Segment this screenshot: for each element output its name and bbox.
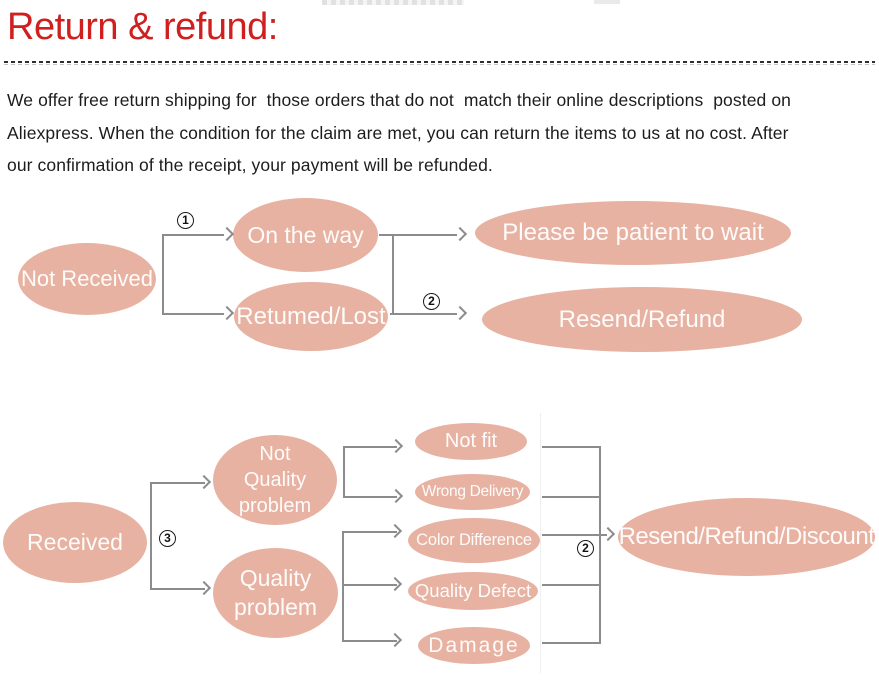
step-1-badge: 1	[177, 212, 194, 229]
node-label-line: problem	[233, 594, 318, 620]
connector-line	[162, 234, 224, 236]
image-seam-artifact	[540, 413, 541, 673]
connector-line	[599, 446, 601, 644]
connector-line	[542, 642, 599, 644]
node-quality-defect: Quality Defect	[408, 572, 538, 610]
node-please-be-patient: Please be patient to wait	[475, 201, 791, 265]
arrowhead-icon	[220, 227, 234, 241]
step-2-badge: 2	[423, 293, 440, 310]
page-title: Return & refund:	[7, 6, 278, 48]
connector-line	[379, 234, 457, 236]
node-color-difference: Color Difference	[408, 518, 540, 563]
paragraph-line: our confirmation of the receipt, your payment will be refunded.	[7, 155, 493, 176]
arrowhead-icon	[389, 439, 403, 453]
arrowhead-icon	[601, 527, 615, 541]
node-resend-refund: Resend/Refund	[482, 287, 802, 352]
arrowhead-icon	[453, 306, 467, 320]
dashed-divider	[4, 61, 875, 63]
connector-line	[392, 234, 394, 315]
node-received: Received	[3, 502, 147, 583]
node-not-quality-problem	[213, 435, 337, 525]
step-3-badge: 3	[159, 530, 176, 547]
connector-line	[390, 313, 457, 315]
node-wrong-delivery: Wrong Delivery	[415, 474, 530, 510]
paragraph-line: We offer free return shipping for those orders that do not match their online descriptions posted on	[7, 90, 791, 110]
cropped-text-remnant	[322, 0, 464, 5]
connector-line	[150, 482, 152, 590]
arrowhead-icon	[388, 577, 402, 591]
node-on-the-way: On the way	[233, 198, 378, 272]
connector-line	[542, 534, 607, 536]
arrowhead-icon	[388, 524, 402, 538]
cropped-text-remnant	[594, 0, 620, 4]
node-label-line: Quality	[243, 469, 307, 491]
node-damage: Damage	[418, 627, 530, 664]
arrowhead-icon	[197, 475, 211, 489]
node-label-line: Not	[259, 443, 291, 465]
arrowhead-icon	[220, 306, 234, 320]
connector-line	[162, 313, 224, 315]
connector-line	[542, 446, 599, 448]
node-not-fit: Not fit	[415, 423, 527, 460]
connector-line	[343, 446, 345, 498]
step-2-badge: 2	[577, 540, 594, 557]
node-label-line: Quality	[239, 565, 312, 591]
node-returned-lost: Retumed/Lost	[234, 282, 388, 351]
node-quality-problem	[213, 548, 338, 638]
node-not-received: Not Received	[18, 243, 156, 315]
connector-line	[162, 234, 164, 315]
dashed-divider-shadow	[4, 64, 875, 65]
connector-line	[342, 531, 344, 642]
node-label-line: problem	[238, 495, 312, 517]
node-resend-refund-discount: Resend/Refund/Discount	[618, 498, 875, 576]
arrowhead-icon	[388, 633, 402, 647]
policy-paragraph	[7, 84, 873, 182]
arrowhead-icon	[453, 227, 467, 241]
connector-line	[542, 496, 599, 498]
arrowhead-icon	[389, 489, 403, 503]
connector-line	[542, 584, 599, 586]
paragraph-line: Aliexpress. When the condition for the claim are met, you can return the items to us at no cost. After	[7, 122, 789, 143]
arrowhead-icon	[197, 581, 211, 595]
